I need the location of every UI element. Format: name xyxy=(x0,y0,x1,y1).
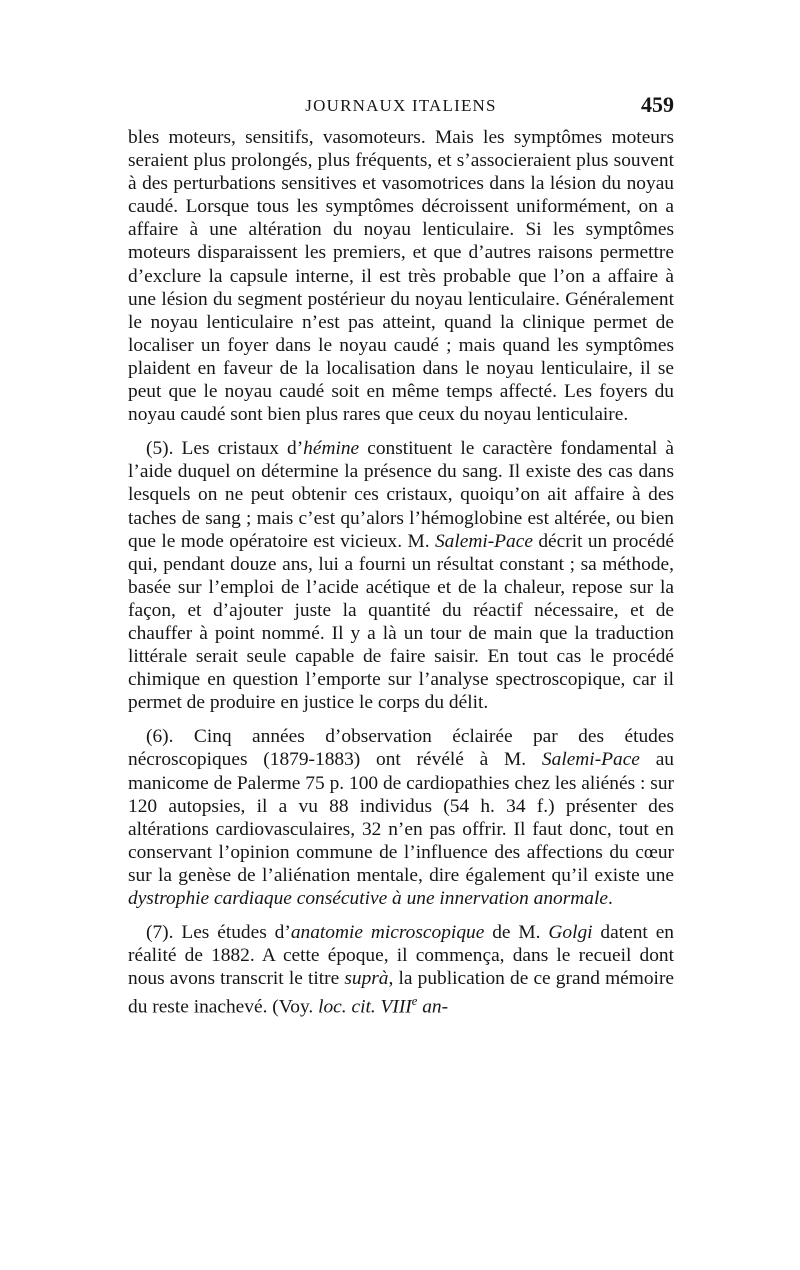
page-number: 459 xyxy=(641,92,674,117)
running-title: JOURNAUX ITALIENS xyxy=(305,96,497,115)
text-run: de M. xyxy=(484,922,549,944)
paragraph-note-6 xyxy=(128,725,674,910)
text-run: (7). Les études d’ xyxy=(146,922,291,944)
text-run: , la publication de ce grand mémoire du reste inachevé. (Voy. xyxy=(128,968,675,1018)
italic-run: Salemi-Pace xyxy=(434,530,533,552)
italic-run: hémine xyxy=(303,438,360,460)
text-run: bles moteurs, sensitifs, vasomoteurs. Mais les symptômes moteurs seraient plus prolongés, plus fréquents, et s’associeraient plus souvent à des perturbations sensitives et vasomotrices dans la lésion du noyau caudé. Lorsque tous les symptômes décroissent uniformément, on a affaire à une altération du noyau lenticulaire. Si les symptômes moteurs disparaissent les premiers, et que d’autres raisons permettre d’exclure la capsule interne, il est très probable que l’on a affaire à une lésion du segment postérieur du noyau lenticulaire. Généralement le noyau lenticulaire n’est pas atteint, quand la clinique permet de localiser un foyer dans le noyau caudé ; mais quand les symptômes plaident en faveur de la localisation dans le noyau lenticulaire, il se peut que le noyau caudé soit en même temps affecté. Les foyers du noyau caudé sont bien plus rares que ceux du noyau lenticulaire. xyxy=(128,127,674,426)
text-run: décrit un procédé qui, pendant douze ans, lui a fourni un résultat constant ; sa méthode, basée sur l’emploi de l’acide acétique et de la chaleur, repose sur la façon, et d’ajouter juste la quantité du réactif nécessaire, et de chauffer à point nommé. Il y a là un tour de main que la traduction littérale serait seule capable de faire saisir. En tout cas le procédé chimique en question l’emporte sur l’analyse spectroscopique, car il permet de produire en justice le corps du délit. xyxy=(128,530,674,714)
italic-run: loc. cit. VIII xyxy=(318,996,412,1018)
italic-run: Salemi-Pace xyxy=(541,749,640,771)
italic-run: an- xyxy=(417,996,449,1018)
text-run: (5). Les cristaux d’ xyxy=(146,438,304,460)
text-run: datent en réalité de 1882. A cette époque, il commença, dans le recueil dont nous avons transcrit le titre xyxy=(128,922,674,990)
italic-run: anatomie microscopique xyxy=(290,922,485,944)
italic-run: dystrophie cardiaque consécutive à une innervation anormale xyxy=(128,888,608,909)
text-run: constituent le caractère fondamental à l’aide duquel on détermine la présence du sang. Il existe des cas dans lesquels on ne peut obtenir ces cristaux, quoiqu’on ait affaire à des taches de sang ; mais c’est qu’alors l’hémoglobine est altérée, ou bien que le mode opératoire est vicieux. M. xyxy=(128,438,674,552)
paragraph-note-7 xyxy=(128,921,674,1019)
text-run: (6). Cinq années d’observation éclairée par des études nécroscopiques (1879-1883) ont révélé à M. xyxy=(128,726,674,771)
italic-run: e xyxy=(411,994,418,1009)
paragraph-continuation xyxy=(128,126,674,426)
body-text xyxy=(128,126,674,1019)
paragraph-note-5 xyxy=(128,437,674,714)
text-run: . xyxy=(607,888,613,909)
italic-run: Golgi xyxy=(548,922,593,944)
text-run: au manicome de Palerme 75 p. 100 de cardiopathies chez les aliénés : sur 120 autopsies, il a vu 88 individus (54 h. 34 f.) présenter des altérations cardiovasculaires, 32 n’en pas offrir. Il faut donc, tout en conservant l’opinion commune de l’influence des affections du cœur sur la genèse de l’aliénation mentale, dire également qu’il existe une xyxy=(128,749,674,886)
italic-run: suprà xyxy=(344,968,389,990)
running-head xyxy=(128,92,674,120)
